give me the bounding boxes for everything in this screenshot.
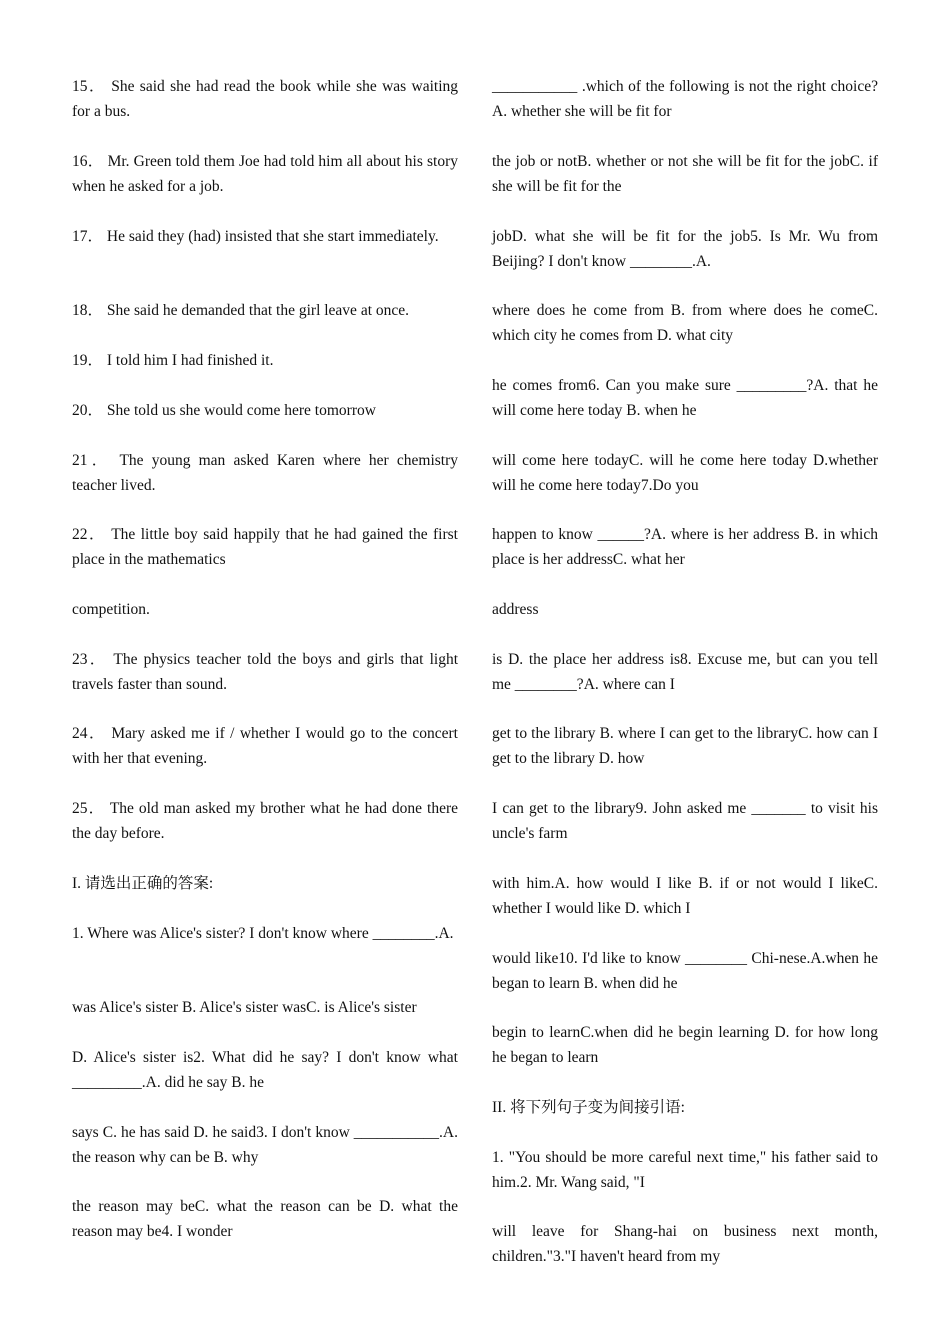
paragraph: was Alice's sister B. Alice's sister wasC. is Alice's sister xyxy=(72,999,417,1016)
paragraph: D. Alice's sister is2. What did he say? I don't know what _________.A. did he say B. he xyxy=(72,1049,458,1091)
paragraph: happen to know ______?A. where is her address B. in which place is her addressC. what her xyxy=(492,526,878,568)
paragraph: will leave for Shang-hai on business next month, children."3."I haven't heard from my xyxy=(492,1223,878,1265)
paragraph: begin to learnC.when did he begin learning D. for how long he began to learn xyxy=(492,1024,878,1066)
paragraph: 16． Mr. Green told them Joe had told him all about his story when he asked for a job. xyxy=(72,153,458,195)
paragraph: 17． He said they (had) insisted that she start immediately. xyxy=(72,228,439,245)
paragraph: says C. he has said D. he said3. I don't know ___________.A. the reason why can be B. why xyxy=(72,1124,458,1166)
paragraph: get to the library B. where I can get to the libraryC. how can I get to the library D. how xyxy=(492,725,878,767)
paragraph: will come here todayC. will he come here today D.whether will he come here today7.Do you xyxy=(492,452,878,494)
paragraph: 25． The old man asked my brother what he had done there the day before. xyxy=(72,800,458,842)
paragraph: he comes from6. Can you make sure _________?A. that he will come here today B. when he xyxy=(492,377,878,419)
paragraph: 22． The little boy said happily that he had gained the first place in the mathematics xyxy=(72,526,458,568)
paragraph: 15． She said she had read the book while she was waiting for a bus. xyxy=(72,78,458,120)
paragraph: ___________ .which of the following is not the right choice?A. whether she will be fit for xyxy=(492,78,878,120)
paragraph: 1. "You should be more careful next time," his father said to him.2. Mr. Wang said, "I xyxy=(492,1149,878,1191)
paragraph: 19． I told him I had finished it. xyxy=(72,352,274,369)
paragraph: the reason may beC. what the reason can be D. what the reason may be4. I wonder xyxy=(72,1198,458,1240)
section-heading: II. 将下列句子变为间接引语: xyxy=(492,1099,685,1116)
paragraph: 24． Mary asked me if / whether I would go to the concert with her that evening. xyxy=(72,725,458,767)
paragraph: where does he come from B. from where does he comeC. which city he comes from D. what city xyxy=(492,302,878,344)
paragraph: I can get to the library9. John asked me _______ to visit his uncle's farm xyxy=(492,800,878,842)
section-heading: I. 请选出正确的答案: xyxy=(72,875,214,892)
paragraph: 23． The physics teacher told the boys and girls that light travels faster than sound. xyxy=(72,651,458,693)
paragraph: address xyxy=(492,601,539,618)
paragraph: 20． She told us she would come here tomorrow xyxy=(72,402,376,419)
paragraph: 1. Where was Alice's sister? I don't know where ________.A. xyxy=(72,925,454,942)
paragraph: the job or notB. whether or not she will be fit for the jobC. if she will be fit for the xyxy=(492,153,878,195)
paragraph: 21． The young man asked Karen where her chemistry teacher lived. xyxy=(72,452,458,494)
paragraph: 18． She said he demanded that the girl leave at once. xyxy=(72,302,410,319)
paragraph: competition. xyxy=(72,601,150,618)
paragraph: would like10. I'd like to know ________ Chi-nese.A.when he began to learn B. when did he xyxy=(492,950,878,992)
paragraph: with him.A. how would I like B. if or not would I likeC. whether I would like D. which I xyxy=(492,875,878,917)
paragraph: jobD. what she will be fit for the job5. Is Mr. Wu from Beijing? I don't know ________.A. xyxy=(492,228,878,270)
paragraph: is D. the place her address is8. Excuse me, but can you tell me ________?A. where can I xyxy=(492,651,878,693)
